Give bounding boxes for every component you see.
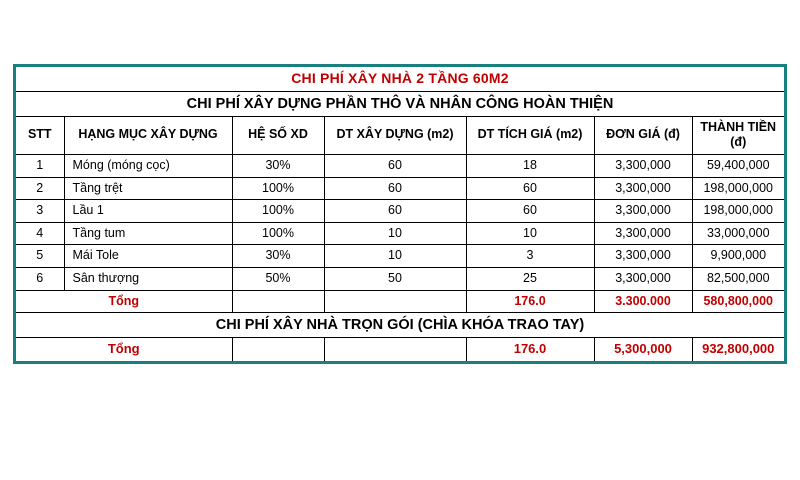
cell-build-area: 60 xyxy=(324,154,466,177)
cell-stt: 3 xyxy=(16,200,64,223)
grand-total-coefficient xyxy=(232,338,324,361)
column-header-unit-price: ĐƠN GIÁ (đ) xyxy=(594,116,692,154)
subtotal-row xyxy=(16,290,784,313)
column-header-item: HẠNG MỤC XÂY DỰNG xyxy=(64,116,232,154)
cell-coefficient: 100% xyxy=(232,222,324,245)
subtotal-unit-price: 3.300.000 xyxy=(594,290,692,313)
grand-total-amount: 932,800,000 xyxy=(692,338,784,361)
table-row xyxy=(16,245,784,268)
package-banner-row xyxy=(16,313,784,338)
cell-item: Móng (móng cọc) xyxy=(64,154,232,177)
cell-item: Lầu 1 xyxy=(64,200,232,223)
cell-priced-area: 10 xyxy=(466,222,594,245)
table-row xyxy=(16,154,784,177)
cell-unit-price: 3,300,000 xyxy=(594,177,692,200)
cell-stt: 1 xyxy=(16,154,64,177)
cell-stt: 6 xyxy=(16,268,64,291)
cell-coefficient: 30% xyxy=(232,154,324,177)
column-header-coefficient: HỆ SỐ XD xyxy=(232,116,324,154)
table-title-row xyxy=(16,67,784,91)
cell-priced-area: 60 xyxy=(466,177,594,200)
cell-coefficient: 100% xyxy=(232,200,324,223)
subtotal-amount: 580,800,000 xyxy=(692,290,784,313)
column-header-stt: STT xyxy=(16,116,64,154)
table-row xyxy=(16,177,784,200)
cell-coefficient: 30% xyxy=(232,245,324,268)
cell-amount: 82,500,000 xyxy=(692,268,784,291)
table-row xyxy=(16,200,784,223)
cell-build-area: 10 xyxy=(324,222,466,245)
cell-stt: 5 xyxy=(16,245,64,268)
cell-amount: 198,000,000 xyxy=(692,177,784,200)
column-header-build-area: DT XÂY DỰNG (m2) xyxy=(324,116,466,154)
cell-priced-area: 3 xyxy=(466,245,594,268)
table-row xyxy=(16,268,784,291)
grand-total-build-area xyxy=(324,338,466,361)
table-subtitle-row xyxy=(16,91,784,116)
cell-priced-area: 60 xyxy=(466,200,594,223)
construction-cost-table xyxy=(16,67,784,361)
cell-build-area: 10 xyxy=(324,245,466,268)
subtotal-label: Tổng xyxy=(16,290,232,313)
table-subtitle: CHI PHÍ XÂY DỰNG PHẦN THÔ VÀ NHÂN CÔNG HOÀN THIỆN xyxy=(16,91,784,116)
cell-stt: 2 xyxy=(16,177,64,200)
subtotal-coefficient xyxy=(232,290,324,313)
cell-unit-price: 3,300,000 xyxy=(594,154,692,177)
cell-build-area: 60 xyxy=(324,200,466,223)
cost-table-frame xyxy=(13,64,787,364)
cell-stt: 4 xyxy=(16,222,64,245)
package-banner: CHI PHÍ XÂY NHÀ TRỌN GÓI (CHÌA KHÓA TRAO TAY) xyxy=(16,313,784,338)
cell-item: Sân thượng xyxy=(64,268,232,291)
table-header-row xyxy=(16,116,784,154)
cell-coefficient: 100% xyxy=(232,177,324,200)
cell-amount: 198,000,000 xyxy=(692,200,784,223)
cell-unit-price: 3,300,000 xyxy=(594,200,692,223)
table-row xyxy=(16,222,784,245)
cell-priced-area: 25 xyxy=(466,268,594,291)
column-header-amount: THÀNH TIỀN (đ) xyxy=(692,116,784,154)
cell-build-area: 50 xyxy=(324,268,466,291)
cell-item: Tầng trệt xyxy=(64,177,232,200)
cell-priced-area: 18 xyxy=(466,154,594,177)
subtotal-priced-area: 176.0 xyxy=(466,290,594,313)
grand-total-unit-price: 5,300,000 xyxy=(594,338,692,361)
cell-amount: 59,400,000 xyxy=(692,154,784,177)
cell-item: Tầng tum xyxy=(64,222,232,245)
cell-amount: 9,900,000 xyxy=(692,245,784,268)
cell-amount: 33,000,000 xyxy=(692,222,784,245)
cell-unit-price: 3,300,000 xyxy=(594,222,692,245)
cell-unit-price: 3,300,000 xyxy=(594,268,692,291)
subtotal-build-area xyxy=(324,290,466,313)
cell-item: Mái Tole xyxy=(64,245,232,268)
table-title: CHI PHÍ XÂY NHÀ 2 TẦNG 60M2 xyxy=(16,67,784,91)
cell-coefficient: 50% xyxy=(232,268,324,291)
cell-unit-price: 3,300,000 xyxy=(594,245,692,268)
grand-total-label: Tổng xyxy=(16,338,232,361)
cell-build-area: 60 xyxy=(324,177,466,200)
grand-total-row xyxy=(16,338,784,361)
column-header-priced-area: DT TÍCH GIÁ (m2) xyxy=(466,116,594,154)
grand-total-priced-area: 176.0 xyxy=(466,338,594,361)
